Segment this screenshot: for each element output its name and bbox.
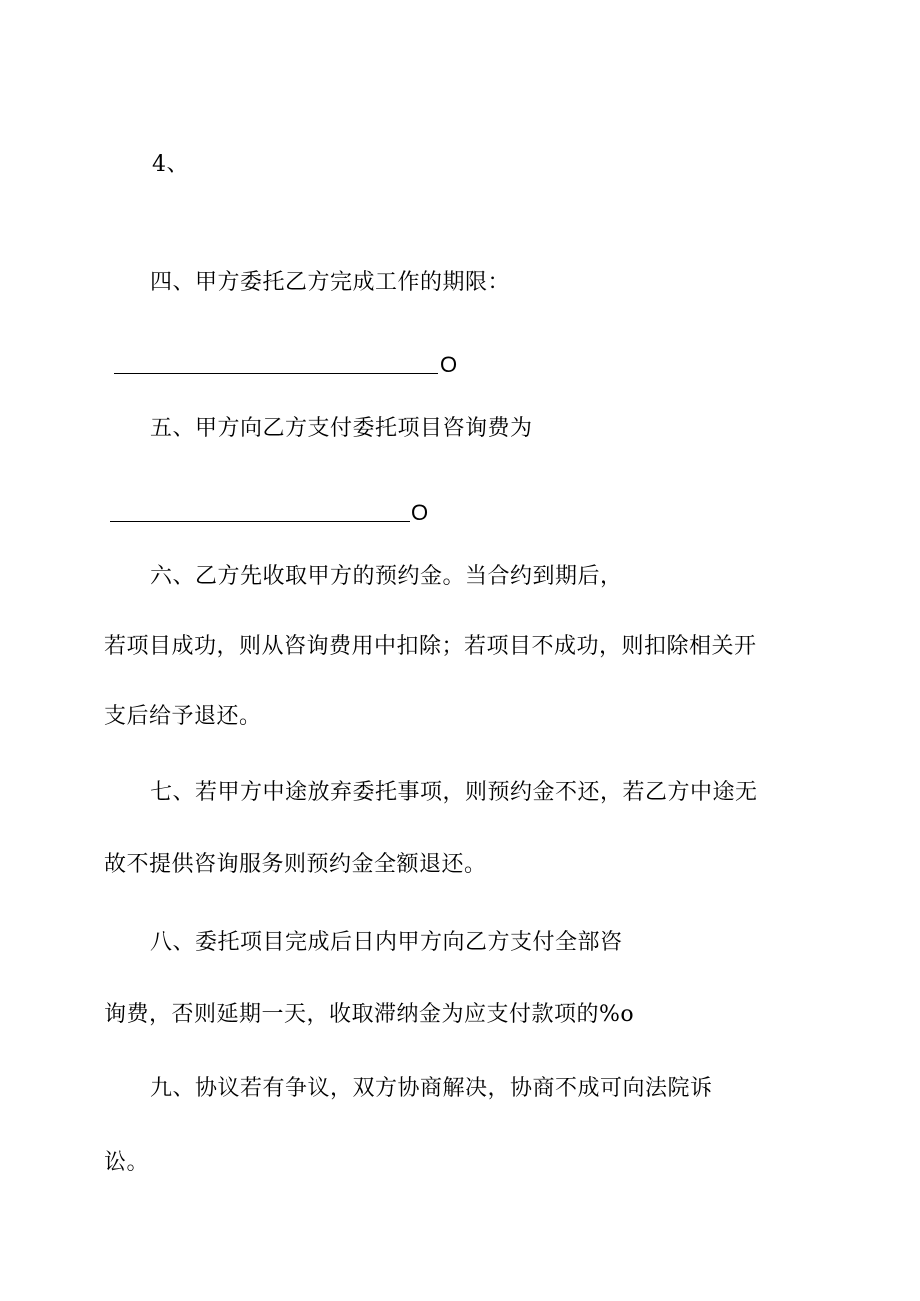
blank-end-mark: O [411,500,429,525]
blank-end-mark: O [440,352,458,377]
clause-8-line-2: 询费，否则延期一天，收取滞纳金为应支付款项的%o [104,1002,635,1027]
item-4-number: 4、 [152,152,189,177]
clause-7-line-1: 七、若甲方中途放弃委托事项，则预约金不还，若乙方中途无 [150,780,758,805]
blank-underline [110,521,410,522]
blank-field-fee [108,498,448,528]
clause-6-line-3: 支后给予退还。 [104,704,262,729]
clause-9-line-1: 九、协议若有争议，双方协商解决，协商不成可向法院诉 [150,1076,713,1101]
clause-6-line-1: 六、乙方先收取甲方的预约金。当合约到期后， [150,564,623,589]
blank-field-term [112,350,472,380]
clause-6-line-2: 若项目成功，则从咨询费用中扣除；若项目不成功，则扣除相关开 [104,634,757,659]
clause-7-line-2: 故不提供咨询服务则预约金全额退还。 [104,852,487,877]
clause-8-line-1: 八、委托项目完成后日内甲方向乙方支付全部咨 [150,930,623,955]
clause-9-line-2: 讼。 [104,1150,150,1175]
clause-4-term: 四、甲方委托乙方完成工作的期限： [150,270,511,295]
clause-5-fee: 五、甲方向乙方支付委托项目咨询费为 [150,416,533,441]
blank-underline [114,373,438,374]
